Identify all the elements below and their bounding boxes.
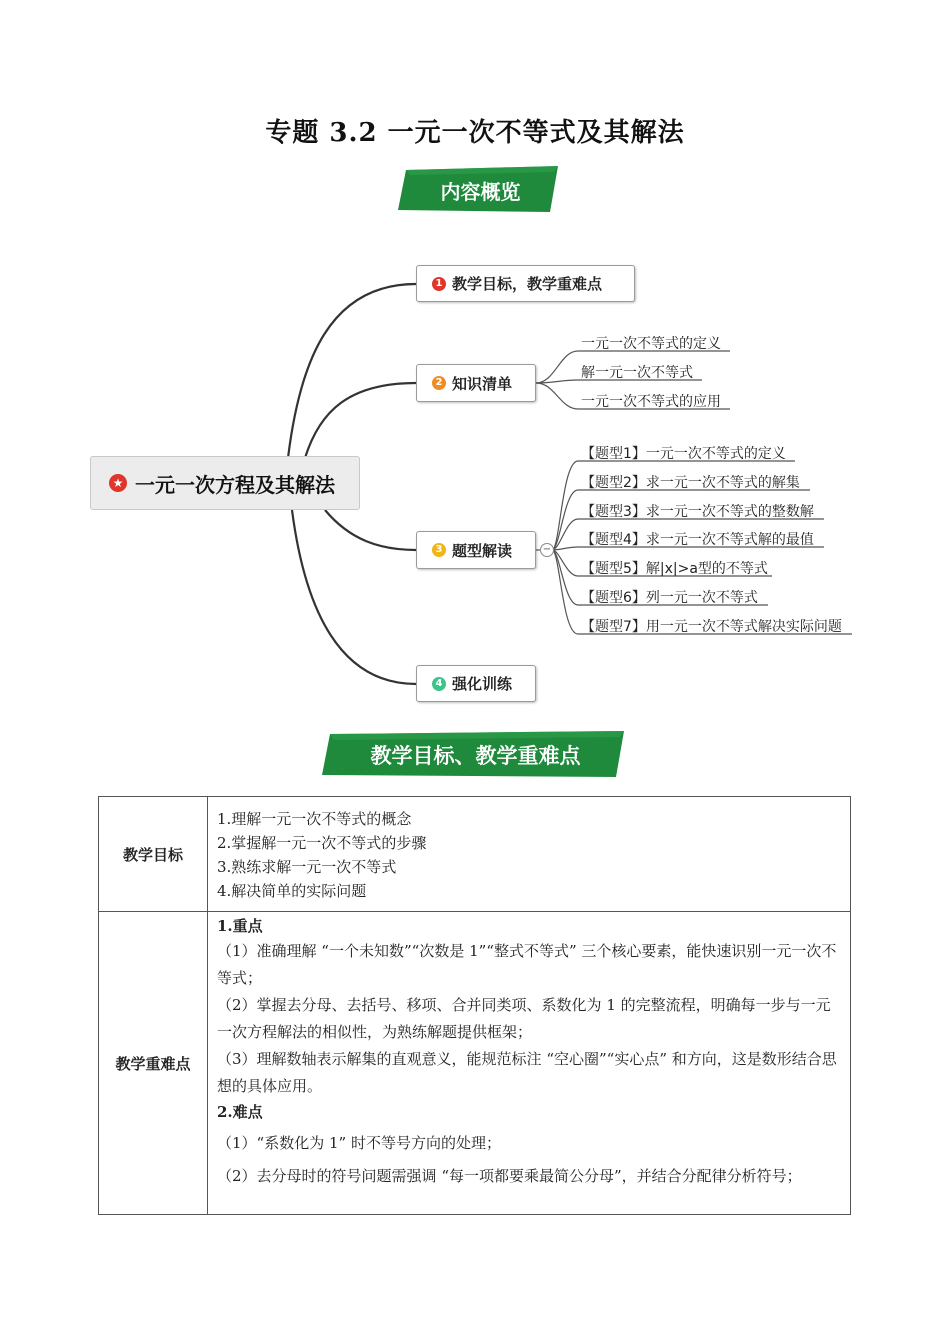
goals-head-cell: 教学目标 bbox=[99, 797, 208, 912]
page-title: 专题 3.2 一元一次不等式及其解法 bbox=[265, 118, 685, 148]
branch-goals-label: 教学目标，教学重难点 bbox=[452, 275, 603, 293]
number-1-icon: 1 bbox=[432, 277, 446, 291]
type-item[interactable]: 【题型6】列一元一次不等式 bbox=[581, 590, 758, 606]
table-row bbox=[99, 797, 851, 912]
collapse-toggle-icon[interactable]: − bbox=[540, 543, 554, 557]
branch-types-label: 题型解读 bbox=[452, 541, 513, 560]
goal-item: 2.掌握解一元一次不等式的步骤 bbox=[217, 834, 427, 852]
difficulty-item: （2）去分母时的符号问题需强调 “每一项都要乘最简公分母”，并结合分配律分析符号； bbox=[217, 1167, 802, 1185]
goals-table bbox=[98, 796, 851, 1215]
type-item[interactable]: 【题型2】求一元一次不等式的解集 bbox=[581, 475, 800, 491]
branch-types[interactable] bbox=[416, 531, 536, 569]
type-item[interactable]: 【题型5】解|x|>a型的不等式 bbox=[581, 561, 768, 577]
branch-goals[interactable] bbox=[416, 265, 635, 302]
goals-banner bbox=[322, 731, 629, 779]
overview-banner-label: 内容概览 bbox=[440, 179, 521, 204]
type-item[interactable]: 【题型7】用一元一次不等式解决实际问题 bbox=[581, 619, 842, 635]
number-3-icon: 3 bbox=[432, 543, 446, 557]
number-4-icon: 4 bbox=[432, 677, 446, 691]
mindmap-root-label: 一元一次方程及其解法 bbox=[135, 472, 335, 497]
goal-item: 1.理解一元一次不等式的概念 bbox=[217, 810, 412, 828]
type-item[interactable]: 【题型3】求一元一次不等式的整数解 bbox=[581, 504, 814, 520]
key-item: （3）理解数轴表示解集的直观意义，能规范标注 “空心圈”“实心点” 和方向，这是数形结合思想的具体应用。 bbox=[217, 1050, 837, 1095]
number-2-icon: 2 bbox=[432, 376, 446, 390]
connector-branch-3 bbox=[325, 510, 416, 550]
key-item: （1）准确理解 “一个未知数”“次数是 1”“整式不等式” 三个核心要素，能快速识别一元一次不等式； bbox=[217, 942, 837, 987]
goal-item: 4.解决简单的实际问题 bbox=[217, 882, 367, 900]
connector-branch-1 bbox=[288, 284, 416, 458]
branch-training[interactable] bbox=[416, 665, 536, 702]
branch-knowledge-label: 知识清单 bbox=[452, 374, 513, 393]
keypoints-head-cell: 教学重难点 bbox=[99, 912, 208, 1215]
keypoints-cell bbox=[208, 912, 851, 1215]
knowledge-item[interactable]: 一元一次不等式的定义 bbox=[581, 336, 721, 352]
branch-knowledge[interactable] bbox=[416, 364, 536, 402]
goals-banner-label: 教学目标、教学重难点 bbox=[370, 744, 581, 768]
key-title: 1.重点 bbox=[217, 917, 263, 935]
difficulty-title: 2.难点 bbox=[217, 1103, 263, 1121]
type-item[interactable]: 【题型4】求一元一次不等式解的最值 bbox=[581, 532, 814, 548]
mindmap-root[interactable] bbox=[90, 456, 360, 510]
table-row bbox=[99, 912, 851, 1215]
difficulty-item: （1）“系数化为 1” 时不等号方向的处理； bbox=[217, 1134, 501, 1152]
connector-branch-2 bbox=[305, 383, 416, 458]
star-icon: ★ bbox=[109, 474, 127, 492]
key-item: （2）掌握去分母、去括号、移项、合并同类项、系数化为 1 的完整流程，明确每一步与一元一次方程解法的相似性，为熟练解题提供框架； bbox=[217, 996, 831, 1041]
knowledge-item[interactable]: 一元一次不等式的应用 bbox=[581, 394, 721, 410]
goal-item: 3.熟练求解一元一次不等式 bbox=[217, 858, 397, 876]
type-item[interactable]: 【题型1】一元一次不等式的定义 bbox=[581, 446, 786, 462]
branch-training-label: 强化训练 bbox=[452, 675, 513, 693]
goals-cell bbox=[208, 797, 851, 912]
knowledge-item[interactable]: 解一元一次不等式 bbox=[581, 365, 693, 381]
